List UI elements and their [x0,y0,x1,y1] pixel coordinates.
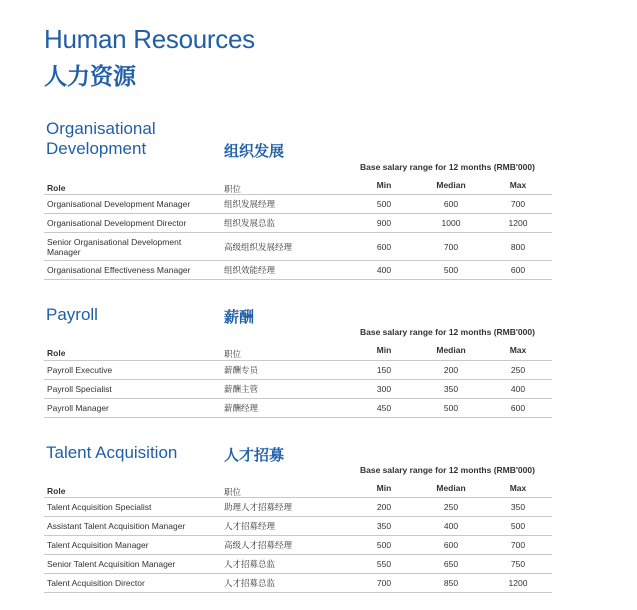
table-row [44,497,552,516]
col-header-role-cn: 职位 [224,185,242,195]
cell-median: 850 [443,578,459,588]
cell-role-cn: 薪酬主管 [224,385,259,395]
cell-min: 500 [376,540,392,550]
col-header-role: Role [47,486,66,496]
cell-role-cn: 人才招募经理 [224,522,276,532]
cell-median: 500 [443,265,459,275]
table-row [44,194,552,213]
cell-max: 1200 [508,578,528,588]
cell-role-cn: 薪酬经理 [224,404,259,414]
table-row [44,554,552,573]
cell-role-cn: 组织发展经理 [224,200,276,210]
cell-min: 500 [376,199,392,209]
cell-role: Organisational Development Director [47,218,187,228]
cell-min: 600 [376,241,392,252]
section-title-talent-acquisition: Talent Acquisition [46,443,178,462]
cell-role: Organisational Development Manager [47,199,191,209]
col-header-median: Median [436,180,466,190]
salary-range-label: Base salary range for 12 months (RMB'000) [360,465,535,475]
cell-median: 600 [443,540,459,550]
cell-max: 700 [510,540,526,550]
cell-max: 750 [510,559,526,569]
cell-min: 450 [376,403,392,413]
cell-role-cn: 助理人才招募经理 [224,503,293,513]
col-header-min: Min [376,180,392,190]
cell-role: Assistant Talent Acquisition Manager [47,521,186,531]
col-header-min: Min [376,345,392,355]
cell-max: 800 [510,241,526,252]
table-row [44,516,552,535]
cell-median: 250 [443,502,459,512]
col-header-max: Max [509,483,527,493]
cell-min: 300 [376,384,392,394]
page-title-cn: 人力资源 [44,64,136,90]
cell-median: 600 [443,199,459,209]
cell-role: Talent Acquisition Director [47,578,145,588]
cell-max: 600 [510,265,526,275]
col-header-median: Median [436,345,466,355]
section-title-cn-org-dev: 组织发展 [224,142,285,160]
cell-min: 200 [376,502,392,512]
section-title-org-dev [46,119,156,159]
col-header-min: Min [376,483,392,493]
col-header-role-cn: 职位 [224,350,242,360]
salary-table-talent-acquisition [44,497,552,593]
cell-role: Talent Acquisition Manager [47,540,149,550]
salary-table-org-dev [44,194,552,280]
section-title-line-1: Organisational [46,119,156,138]
cell-min: 900 [376,218,392,228]
cell-role-cn: 人才招募总监 [224,579,276,589]
cell-median: 1000 [441,218,461,228]
cell-max: 700 [510,199,526,209]
cell-median: 500 [443,403,459,413]
section-title-cn-talent-acquisition: 人才招募 [224,446,285,464]
cell-role: Senior Talent Acquisition Manager [47,559,176,569]
salary-range-label: Base salary range for 12 months (RMB'000) [360,162,535,172]
col-header-role-cn: 职位 [224,488,242,498]
cell-median: 350 [443,384,459,394]
cell-max: 350 [510,502,526,512]
section-title-line-2: Development [46,139,147,158]
cell-median: 400 [443,521,459,531]
cell-role-cn: 高级组织发展经理 [224,242,293,253]
table-row [44,232,552,260]
salary-table-payroll [44,360,552,418]
cell-min: 550 [376,559,392,569]
cell-role: Payroll Manager [47,403,109,413]
cell-role: Talent Acquisition Specialist [47,502,152,512]
table-row [44,213,552,232]
salary-range-label: Base salary range for 12 months (RMB'000) [360,327,535,337]
table-row [44,398,552,418]
col-header-max: Max [509,180,527,190]
cell-role-cn: 高级人才招募经理 [224,541,293,551]
cell-min: 150 [376,365,392,375]
cell-role-cn: 组织效能经理 [224,266,276,276]
col-header-max: Max [509,345,527,355]
col-header-median: Median [436,483,466,493]
cell-role-cn: 人才招募总监 [224,560,276,570]
table-row [44,535,552,554]
cell-role-cn: 薪酬专员 [224,366,259,376]
cell-role: Payroll Specialist [47,384,112,394]
cell-role-cn: 组织发展总监 [224,219,276,229]
col-header-role: Role [47,183,66,193]
cell-max: 400 [510,384,526,394]
cell-median: 700 [443,241,459,252]
cell-max: 250 [510,365,526,375]
page-title: Human Resources [44,24,255,54]
section-title-cn-payroll: 薪酬 [224,308,255,326]
cell-median: 200 [443,365,459,375]
section-title-payroll: Payroll [46,305,98,324]
table-row [44,379,552,398]
table-row [44,573,552,593]
cell-role: Payroll Executive [47,365,113,375]
cell-max: 1200 [508,218,528,228]
cell-min: 700 [376,578,392,588]
cell-max: 500 [510,521,526,531]
cell-role: Organisational Effectiveness Manager [47,265,191,275]
table-row [44,260,552,280]
cell-min: 400 [376,265,392,275]
table-row [44,360,552,379]
cell-min: 350 [376,521,392,531]
cell-max: 600 [510,403,526,413]
cell-median: 650 [443,559,459,569]
cell-role: Senior Organisational Development Manager [47,236,182,257]
col-header-role: Role [47,348,66,358]
